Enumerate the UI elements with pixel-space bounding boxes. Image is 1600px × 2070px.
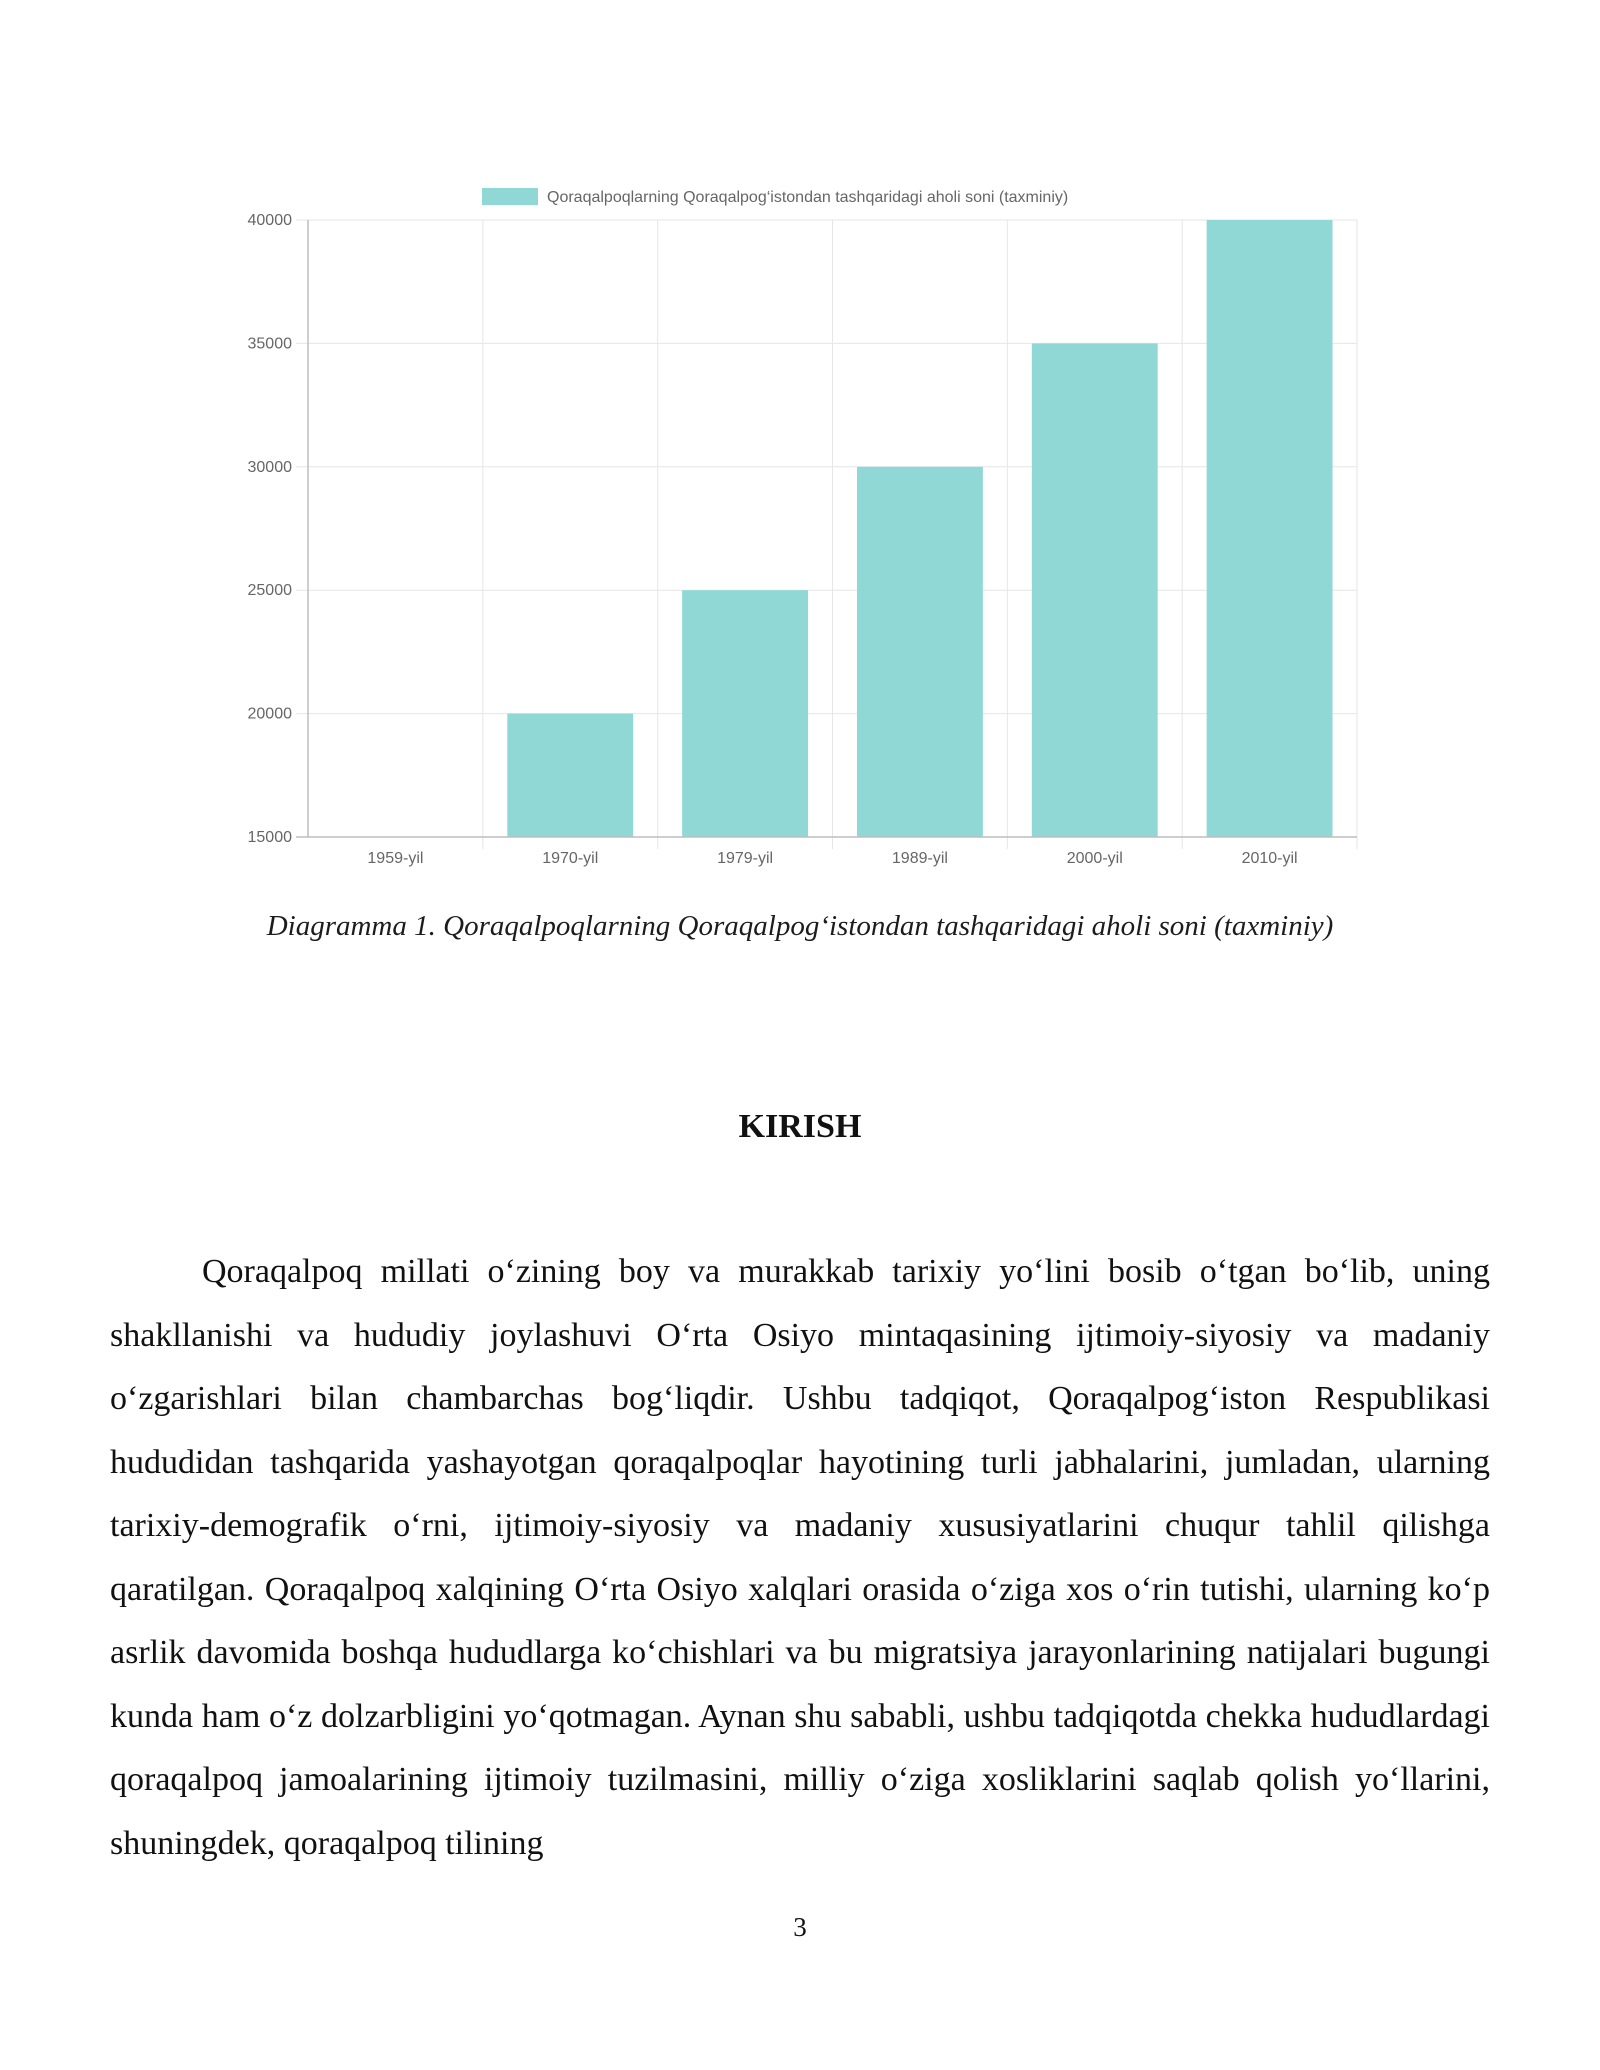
page-number: 3 [793,1912,807,1942]
bar-1970-yil [507,714,633,837]
chart-bars [507,220,1332,837]
x-tick-label: 1959-yil [367,850,424,867]
chart-axes [296,220,1357,837]
x-tick-label: 1970-yil [542,850,599,867]
y-tick-label: 20000 [247,705,292,723]
y-tick-label: 40000 [247,212,292,229]
y-tick-label: 25000 [247,582,292,600]
legend-label: Qoraqalpoqlarning Qoraqalpog‘istondan tashqaridagi aholi soni (taxminiy) [547,189,1069,206]
bar-2010-yil [1207,220,1333,837]
x-tick-label: 2000-yil [1066,850,1123,867]
figure-caption: Diagramma 1. Qoraqalpoqlarning Qoraqalpog‘istondan tashqaridagi aholi soni (taxminiy) [266,910,1334,942]
bar-1979-yil [682,590,808,837]
x-tick-label: 2010-yil [1241,850,1298,867]
y-axis-ticks [248,212,293,846]
legend-swatch [482,188,538,205]
y-tick-label: 15000 [247,829,292,846]
section-heading: KIRISH [738,1108,862,1145]
x-tick-label: 1979-yil [717,850,774,867]
x-axis-ticks [367,850,1297,867]
chart-legend [482,188,1068,206]
y-tick-label: 35000 [247,335,292,353]
body-paragraph: Qoraqalpoq millati o‘zining boy va murakkab tarixiy yo‘lini bosib o‘tgan bo‘lib, uning shakllanishi va hududiy joylashuvi O‘rta Osiyo mintaqasining ijtimoiy-siyosiy va madaniy o‘zgarishlari bilan chambarchas bog‘liqdir. Ushbu tadqiqot, Qoraqalpog‘iston Respublikasi hududidan tashqarida yashayotgan qoraqalpoqlar hayotining turli jabhalarini, jumladan, ularning tarixiy-demografik o‘rni, ijtimoiy-siyosiy va madaniy xususiyatlarini chuqur tahlil qilishga qaratilgan. Qoraqalpoq xalqining O‘rta Osiyo xalqlari orasida o‘ziga xos o‘rin tutishi, ularning ko‘p asrlik davomida boshqa hududlarga ko‘chishlari va bu migratsiya jarayonlarining natijalari bugungi kunda ham o‘z dolzarbligini yo‘qotmagan. Aynan shu sababli, ushbu tadqiqotda chekka hududlardagi qoraqalpoq jamoalarining ijtimoiy tuzilmasini, milliy o‘ziga xosliklarini saqlab qolish yo‘llarini, shuningdek, qoraqalpoq tilining [110,1253,1490,1862]
bar-1989-yil [857,467,983,837]
bar-chart [220,175,1380,880]
y-tick-label: 30000 [247,458,292,476]
x-tick-label: 1989-yil [891,850,948,867]
bar-2000-yil [1032,343,1158,837]
chart-gridlines [296,220,1357,849]
